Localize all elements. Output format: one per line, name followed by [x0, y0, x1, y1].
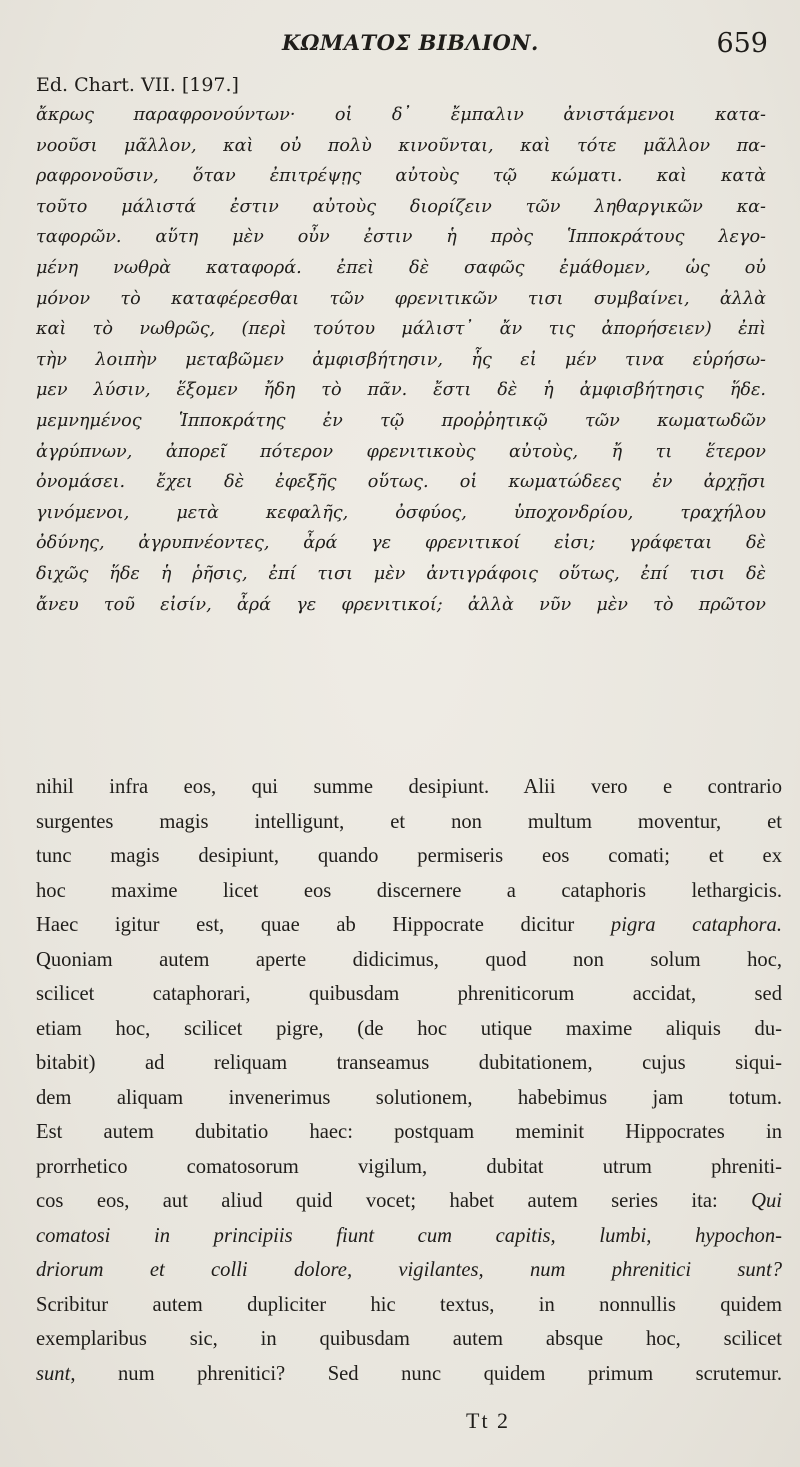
- greek-line: μόνον τὸ καταφέρεσθαι τῶν φρενιτικῶν τισι συμβαίνει, ἀλλὰ: [36, 288, 766, 309]
- latin-segment: , num phrenitici? Sed nunc quidem primum scrutemur.: [70, 1362, 782, 1385]
- greek-line: ταφορῶν. αὕτη μὲν οὖν ἐστιν ἡ πρὸς Ἱπποκράτους λεγο-: [36, 227, 766, 248]
- greek-line: τοῦτο μάλιστά ἐστιν αὐτοὺς διορίζειν τῶν ληθαργικῶν κα-: [36, 196, 766, 217]
- latin-text-block: [36, 770, 782, 1391]
- latin-italic-segment: Qui: [751, 1190, 782, 1212]
- latin-italic-segment: pigra cataphora.: [610, 914, 782, 936]
- latin-line: [36, 943, 782, 978]
- latin-segment: Est autem dubitatio haec: postquam meminit Hippocrates in: [36, 1121, 782, 1143]
- edition-reference: Ed. Chart. VII. [197.]: [36, 74, 239, 96]
- greek-line: διχῶς ἥδε ἡ ῥῆσις, ἐπί τισι μὲν ἀντιγράφοις οὕτως, ἐπί τισι δὲ: [36, 563, 766, 584]
- greek-line: μεν λύσιν, ἕξομεν ἤδη τὸ πᾶν. ἔστι δὲ ἡ ἀμφισβήτησις ἥδε.: [36, 380, 766, 401]
- latin-segment: Quoniam autem aperte didicimus, quod non solum hoc,: [36, 948, 782, 971]
- latin-italic-segment: driorum et colli dolore, vigilantes, num phrenitici sunt?: [36, 1259, 782, 1281]
- latin-line: [36, 1357, 782, 1392]
- greek-line: νοοῦσι μᾶλλον, καὶ οὐ πολὺ κινοῦνται, καὶ τότε μᾶλλον πα-: [36, 135, 766, 156]
- running-title: ΚΩΜΑΤΟΣ ΒΙΒΛΙΟΝ.: [282, 30, 539, 55]
- latin-italic-segment: sunt: [36, 1362, 71, 1385]
- latin-line: [36, 805, 782, 840]
- latin-segment: prorrhetico comatosorum vigilum, dubitat utrum phreniti-: [36, 1155, 782, 1178]
- latin-line: [36, 1115, 782, 1150]
- greek-line: ἀγρύπνων, ἀπορεῖ πότερον φρενιτικοὺς αὐτοὺς, ἤ τι ἕτερον: [36, 441, 766, 462]
- greek-text-block: [36, 100, 766, 620]
- greek-line: γινόμενοι, μετὰ κεφαλῆς, ὀσφύος, ὑποχονδρίου, τραχήλου: [36, 502, 766, 523]
- latin-segment: surgentes magis intelligunt, et non multum moventur, et: [36, 810, 782, 833]
- latin-italic-segment: comatosi in principiis fiunt cum capitis, lumbi, hypochon-: [36, 1224, 782, 1247]
- greek-line: ραφρονοῦσιν, ὅταν ἐπιτρέψῃς αὐτοὺς τῷ κώματι. καὶ κατὰ: [36, 166, 766, 187]
- greek-line: μένη νωθρὰ καταφορά. ἐπεὶ δὲ σαφῶς ἐμάθομεν, ὡς οὐ: [36, 257, 766, 278]
- latin-segment: Scribitur autem dupliciter hic textus, in nonnullis quidem: [36, 1293, 782, 1316]
- greek-line: τὴν λοιπὴν μεταβῶμεν ἀμφισβήτησιν, ἧς εἰ μέν τινα εὑρήσω-: [36, 349, 766, 370]
- latin-line: [36, 1219, 782, 1254]
- latin-line: [36, 874, 782, 909]
- latin-line: [36, 1046, 782, 1081]
- latin-segment: etiam hoc, scilicet pigre, (de hoc utique maxime aliquis du-: [36, 1017, 782, 1040]
- latin-segment: cos eos, aut aliud quid vocet; habet autem series ita:: [36, 1190, 752, 1212]
- latin-line: [36, 770, 782, 805]
- latin-line: [36, 1150, 782, 1185]
- latin-line: [36, 1288, 782, 1323]
- greek-line: καὶ τὸ νωθρῶς, (περὶ τούτου μάλιστ᾽ ἄν τις ἀπορήσειεν) ἐπὶ: [36, 319, 766, 340]
- latin-segment: bitabit) ad reliquam transeamus dubitationem, cujus siqui-: [36, 1052, 782, 1074]
- greek-line: μεμνημένος Ἱπποκράτης ἐν τῷ προῤῥητικῷ τῶν κωματωδῶν: [36, 410, 766, 431]
- latin-line: [36, 908, 782, 943]
- latin-line: [36, 1081, 782, 1116]
- greek-line: ἄνευ τοῦ εἰσίν, ἆρά γε φρενιτικοί; ἀλλὰ νῦν μὲν τὸ πρῶτον: [36, 594, 766, 615]
- latin-segment: Haec igitur est, quae ab Hippocrate dicitur: [36, 914, 611, 936]
- latin-line: [36, 1184, 782, 1219]
- latin-line: [36, 977, 782, 1012]
- greek-line: ὀδύνης, ἀγρυπνέοντες, ἆρά γε φρενιτικοί εἰσι; γράφεται δὲ: [36, 533, 766, 554]
- latin-segment: dem aliquam invenerimus solutionem, habebimus jam totum.: [36, 1086, 782, 1109]
- greek-line: ἄκρως παραφρονούντων· οἱ δ᾽ ἔμπαλιν ἀνιστάμενοι κατα-: [36, 105, 766, 125]
- greek-line: ὀνομάσει. ἔχει δὲ ἐφεξῆς οὕτως. οἱ κωματώδεες ἐν ἀρχῇσι: [36, 472, 766, 493]
- latin-line: [36, 1322, 782, 1357]
- latin-segment: nihil infra eos, qui summe desipiunt. Alii vero e contrario: [36, 776, 782, 798]
- latin-line: [36, 1012, 782, 1047]
- signature-mark: Tt 2: [466, 1408, 511, 1433]
- latin-segment: hoc maxime licet eos discernere a cataphoris lethargicis.: [36, 879, 782, 902]
- latin-segment: tunc magis desipiunt, quando permiseris eos comati; et ex: [36, 845, 782, 867]
- latin-segment: scilicet cataphorari, quibusdam phreniticorum accidat, sed: [36, 983, 782, 1005]
- latin-line: [36, 839, 782, 874]
- page-number: 659: [716, 28, 768, 59]
- latin-line: [36, 1253, 782, 1288]
- running-head: [0, 28, 800, 64]
- latin-segment: exemplaribus sic, in quibusdam autem absque hoc, scilicet: [36, 1328, 782, 1350]
